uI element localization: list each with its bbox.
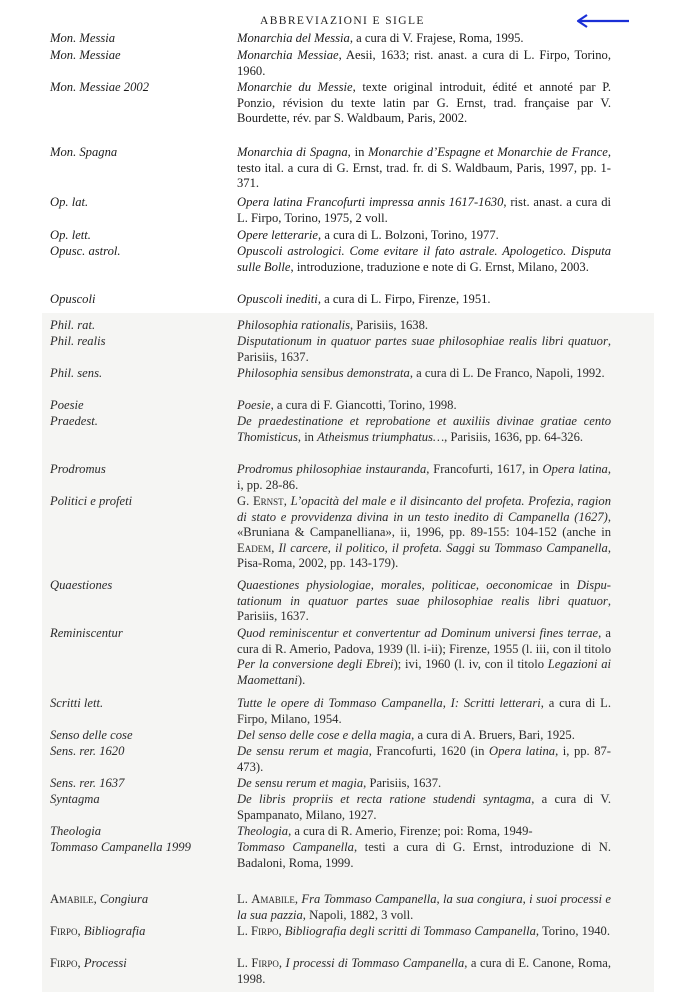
text-run: Poesie <box>237 398 271 412</box>
text-run: , a cura di F. Giancotti, Torino, 1998. <box>270 398 457 412</box>
text-run: , <box>278 924 285 938</box>
abbreviation-label: Sens. rer. 1637 <box>50 776 125 790</box>
abbreviation-description <box>237 956 611 987</box>
text-run: , a cura di L. Firpo, Milano, 1954. <box>237 696 612 726</box>
text-run: Firpo <box>251 956 279 970</box>
text-run: , «Bruniana & Campanelliana», ii, 1996, pp. 89-155: 104-152 (anche in <box>237 509 611 539</box>
text-run: Opera latina <box>542 462 608 476</box>
text-run: Firpo <box>50 924 78 938</box>
abbreviation-description <box>237 318 611 334</box>
text-run: Bibliografia degli scritti di Tommaso Campanella <box>284 924 536 938</box>
text-run: , in <box>347 145 369 159</box>
text-run: Tommaso Campanella <box>237 840 354 854</box>
text-run: ). <box>297 672 306 687</box>
text-run: Theologia <box>237 824 289 838</box>
abbreviation-description <box>237 792 611 823</box>
text-run: in <box>552 578 577 592</box>
text-run: De praedestinatione et reprobatione et auxiliis divinae gratiae cento Thomisticus <box>237 414 611 444</box>
text-run: Bibliografia <box>83 924 146 938</box>
text-run: Opera latina Francofurti impressa annis 1617-1630 <box>237 195 504 209</box>
text-run: Del senso delle cose e della magia <box>237 728 412 742</box>
text-run: De sensu rerum et magia <box>237 776 364 790</box>
text-run: Eadem <box>237 540 272 555</box>
abbreviation-label: Poesie <box>50 398 84 412</box>
text-run: , rist. anast. a cura di L. Firpo, Torino, 1975, 2 voll. <box>237 195 612 225</box>
text-run: Firpo <box>50 956 78 970</box>
text-run: , Francofurti, 1620 (in <box>368 744 489 758</box>
text-run: , a cura di R. Amerio, Firenze; poi: Roma, 1949- <box>288 824 533 838</box>
abbreviation-label: Tommaso Campanella 1999 <box>50 840 191 854</box>
abbreviation-description <box>237 145 611 192</box>
text-run: , a cura di L. De Franco, Napoli, 1992. <box>409 366 605 380</box>
left-arrow-icon <box>574 13 630 29</box>
abbreviation-description <box>237 494 611 572</box>
text-run: , Aesii, 1633; rist. anast. a cura di L. Firpo, Torino, 1960. <box>237 48 611 78</box>
text-run: , a cura di L. Bolzoni, Torino, 1977. <box>318 228 499 242</box>
text-run: Monarchie d’Espagne et Monarchie de France <box>368 145 608 159</box>
text-run: L. <box>237 892 252 906</box>
text-run: Amabile <box>50 892 94 906</box>
abbreviation-description <box>237 31 611 47</box>
abbreviation-description <box>237 334 611 365</box>
text-run: ); ivi, 1960 (l. iv, con il titolo <box>393 657 548 671</box>
text-run: , texte original introduit, édité et annoté par P. Ponzio, révision du texte latin par G. Ernst, trad. française par V. Bourdette, rév. par S. Waldbaum, Paris, 2002. <box>237 80 611 125</box>
abbreviation-label: Politici e profeti <box>50 494 133 508</box>
text-run: Firpo <box>251 924 279 938</box>
text-run: Il carcere, il politico, il profeta. Saggi su Tommaso Campanella <box>278 540 608 555</box>
text-run: Prodromus philosophiae instauranda <box>237 462 427 476</box>
abbreviation-label: Scritti lett. <box>50 696 104 710</box>
text-run: , <box>278 956 286 970</box>
abbreviation-description <box>237 462 611 493</box>
text-run: Opere letterarie <box>237 228 319 242</box>
text-run: , <box>93 892 100 906</box>
abbreviation-label: Op. lett. <box>50 228 91 242</box>
abbreviation-label: Mon. Spagna <box>50 145 118 159</box>
text-run: , Parisiis, 1638. <box>350 318 429 332</box>
abbreviation-label: Phil. rat. <box>50 318 96 332</box>
abbreviation-description <box>237 824 611 840</box>
abbreviation-label <box>50 892 230 908</box>
page-header <box>0 11 700 31</box>
text-run: Opuscoli inediti <box>237 292 318 306</box>
abbreviation-description <box>237 48 611 79</box>
abbreviation-description <box>237 696 611 727</box>
text-run: L’opacità del male e il disincanto del profeta. Profezia, ragion di stato e provvidenza divina in un testo inedito di Campanella (1627) <box>237 494 611 524</box>
abbreviation-label: Mon. Messia <box>50 31 116 45</box>
text-run: Amabile <box>251 892 295 906</box>
abbreviation-label: Phil. sens. <box>50 366 103 380</box>
text-run: , testi a cura di G. Ernst, introduzione di N. Badaloni, Roma, 1999. <box>237 840 611 870</box>
text-run: , a cura di E. Canone, Roma, 1998. <box>237 956 611 986</box>
text-run: Monarchie du Messie <box>237 80 353 94</box>
text-run: , a cura di L. Firpo, Firenze, 1951. <box>317 292 491 306</box>
text-run: , in <box>297 429 318 444</box>
abbreviation-description <box>237 244 611 275</box>
text-run: Legazioni ai Maomettani <box>237 657 612 687</box>
text-run: Ernst <box>252 494 284 508</box>
text-run: Atheismus triumphatus… <box>317 429 445 444</box>
abbreviation-label: Phil. realis <box>50 334 106 348</box>
text-run: Tutte le opere di Tommaso Campanella, I: Scritti letterari <box>237 696 541 710</box>
abbreviation-description <box>237 414 611 445</box>
text-run: , Parisiis, 1637. <box>237 593 611 623</box>
text-run: , <box>283 494 291 508</box>
abbreviation-label: Sens. rer. 1620 <box>50 744 125 758</box>
abbreviation-description <box>237 840 611 871</box>
abbreviation-description <box>237 892 611 923</box>
abbreviation-label: Op. lat. <box>50 195 89 209</box>
abbreviation-description <box>237 195 611 226</box>
abbreviation-label: Mon. Messiae <box>50 48 121 62</box>
abbreviation-description <box>237 292 611 308</box>
abbreviation-label: Prodromus <box>50 462 106 476</box>
abbreviation-label: Reminiscentur <box>50 626 123 640</box>
abbreviation-description <box>237 728 611 744</box>
abbreviation-description <box>237 744 611 775</box>
text-run: Philosophia rationalis <box>237 318 351 332</box>
abbreviation-description <box>237 924 611 940</box>
abbreviation-label: Senso delle cose <box>50 728 133 742</box>
text-run: De libris propriis et recta ratione studendi syntagma <box>237 792 532 806</box>
text-run: Disputationum in quatuor partes suae philosophiae realis libri quatuor <box>237 334 608 348</box>
text-run: , a cura di R. Amerio, Padova, 1939 (ll. i-ii); Firenze, 1955 (l. iii, con il titolo <box>237 626 611 656</box>
text-run: , i, pp. 28-86. <box>237 462 612 492</box>
abbreviation-description <box>237 228 611 244</box>
text-run: Quod reminiscentur et convertentur ad Dominum universi fines terrae <box>237 626 599 640</box>
text-run: Monarchia Messiae <box>237 48 339 62</box>
text-run: , a cura di A. Bruers, Bari, 1925. <box>411 728 575 742</box>
text-run: , Parisiis, 1637. <box>237 334 611 364</box>
abbreviation-label <box>50 956 230 972</box>
abbreviation-description <box>237 80 611 127</box>
text-run: , Parisiis, 1637. <box>363 776 442 790</box>
text-run: , <box>77 924 84 938</box>
text-run: G. <box>237 494 253 508</box>
text-run: , Torino, 1940. <box>535 924 610 938</box>
text-run: Congiura <box>99 892 149 906</box>
text-run: , a cura di V. Spampanato, Milano, 1927. <box>237 792 611 822</box>
text-run: Quaestiones physiologiae, morales, politicae, oeconomicae <box>237 578 553 592</box>
text-run: , i, pp. 87-473). <box>237 744 612 774</box>
abbreviation-description <box>237 776 611 792</box>
text-run: Disputationum in quatuor partes suae philosophiae realis libri quatuor <box>237 578 611 608</box>
text-run: Opuscoli astrologici. Come evitare il fato astrale. Apologetico. Disputa sulle Bolle <box>237 244 611 274</box>
text-run: , <box>294 892 302 906</box>
text-run: I processi di Tommaso Campanella <box>285 956 465 970</box>
text-run: , <box>77 956 84 970</box>
text-run: , introduzione, traduzione e note di G. Ernst, Milano, 2003. <box>290 259 589 274</box>
text-run: Processi <box>83 956 127 970</box>
abbreviation-label: Opusc. astrol. <box>50 244 121 258</box>
text-run: Monarchia di Spagna <box>237 145 348 159</box>
abbreviation-label <box>50 924 230 940</box>
text-run: , Pisa-Roma, 2002, pp. 143-179). <box>237 540 611 570</box>
text-run: , a cura di V. Frajese, Roma, 1995. <box>349 31 524 45</box>
text-run: , Napoli, 1882, 3 voll. <box>302 907 414 922</box>
abbreviation-label: Mon. Messiae 2002 <box>50 80 149 94</box>
abbreviation-label: Quaestiones <box>50 578 113 592</box>
abbreviation-label: Praedest. <box>50 414 98 428</box>
text-run: L. <box>237 956 252 970</box>
abbreviation-description <box>237 366 611 382</box>
abbreviation-description <box>237 626 611 688</box>
text-run: L. <box>237 924 251 938</box>
text-run: , testo ital. a cura di G. Ernst, trad. fr. di S. Waldbaum, Paris, 1997, pp. 1-371. <box>237 145 611 190</box>
text-run: Fra Tommaso Campanella, la sua congiura, i suoi processi e la sua pazzia <box>237 892 611 922</box>
abbreviation-label: Theologia <box>50 824 102 838</box>
text-run: , <box>271 540 279 555</box>
abbreviation-label: Opuscoli <box>50 292 96 306</box>
text-run: Monarchia del Messia <box>237 31 350 45</box>
text-run: De sensu rerum et magia <box>237 744 369 758</box>
text-run: , Parisiis, 1636, pp. 64-326. <box>444 429 584 444</box>
abbreviation-label: Syntagma <box>50 792 100 806</box>
page-title: ABBREVIAZIONI E SIGLE <box>260 15 425 27</box>
text-run: Philosophia sensibus demonstrata <box>237 366 410 380</box>
abbreviation-description <box>237 578 611 625</box>
abbreviation-description <box>237 398 611 414</box>
text-run: Per la conversione degli Ebrei <box>237 657 394 671</box>
text-run: , Francofurti, 1617, in <box>426 462 543 476</box>
text-run: Opera latina <box>488 744 556 758</box>
